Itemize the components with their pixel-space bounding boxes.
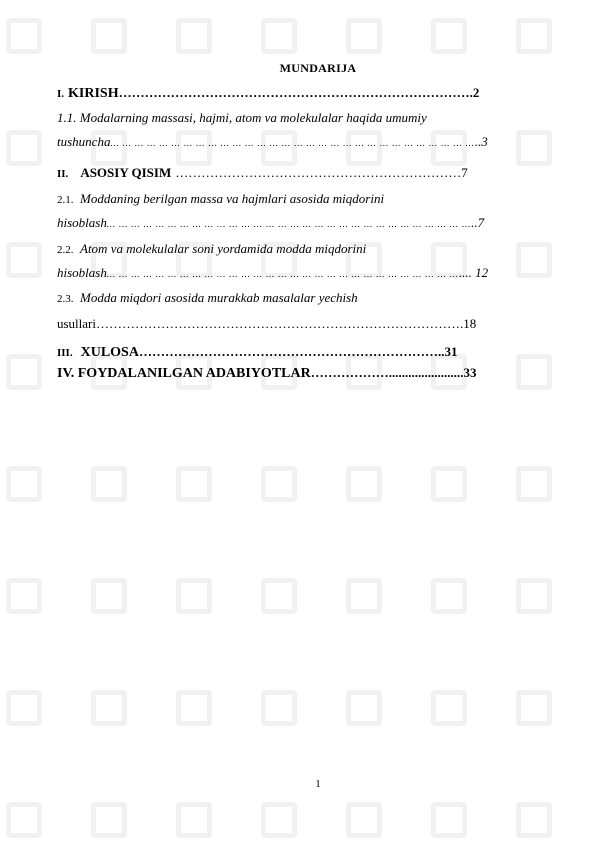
- toc-number: II.: [57, 168, 69, 180]
- toc-entry-2-1[interactable]: [57, 191, 384, 207]
- toc-number: 2.3.: [57, 293, 74, 305]
- toc-entry-2-3-cont[interactable]: [57, 316, 476, 332]
- toc-label: tushuncha: [57, 134, 111, 149]
- toc-entry-intro[interactable]: [57, 84, 479, 102]
- toc-page: ..7: [471, 215, 485, 230]
- toc-label: IV. FOYDALANILGAN ADABIYOTLAR: [57, 366, 311, 381]
- toc-leader: …………………………………………………………: [175, 165, 462, 180]
- toc-entry-2-1-cont[interactable]: [57, 215, 484, 231]
- toc-label: XULOSA: [80, 345, 139, 360]
- toc-entry-main[interactable]: [57, 164, 468, 182]
- toc-leader: ……………….......................: [310, 365, 464, 380]
- toc-entry-2-3[interactable]: [57, 290, 358, 306]
- toc-number: 2.2.: [57, 244, 74, 256]
- toc-leader: … … … … … … … … … … … … … … … … … … … … … … … … … … … … …: [106, 269, 459, 279]
- toc-number: 2.1.: [57, 194, 74, 206]
- toc-page: ..3: [474, 134, 488, 149]
- toc-leader: ………………………………………………………………………: [118, 85, 470, 100]
- toc-page: 18: [463, 316, 477, 331]
- toc-leader: ………………………………………………………………………….: [96, 316, 464, 331]
- toc-page: .2: [469, 85, 480, 100]
- toc-number: III.: [57, 347, 73, 359]
- toc-leader: … … … … … … … … … … … … … … … … … … … … … … … … … … … … … …: [110, 138, 475, 148]
- toc-page: .... 12: [458, 265, 489, 280]
- toc-entry-references[interactable]: [57, 364, 476, 382]
- toc-label: Moddaning berilgan massa va hajmlari asosida miqdorini: [80, 191, 385, 206]
- toc-number: 1.1.: [57, 110, 77, 125]
- toc-label: Modalarning massasi, hajmi, atom va molekulalar haqida umumiy: [79, 110, 427, 125]
- toc-label: usullari: [57, 316, 96, 331]
- toc-page: .31: [441, 344, 458, 359]
- toc-label: ASOSIY QISIM: [80, 165, 172, 180]
- page-number: 1: [315, 778, 321, 790]
- page-title: MUNDARIJA: [279, 61, 357, 75]
- toc-page: 33: [463, 365, 477, 380]
- toc-number: I.: [57, 88, 65, 100]
- toc-entry-1-1-cont[interactable]: [57, 134, 488, 150]
- toc-entry-conclusion[interactable]: [57, 343, 457, 361]
- toc-entry-2-2[interactable]: [57, 241, 366, 257]
- toc-leader: …………………………………………………………….: [138, 344, 442, 359]
- toc-label: Modda miqdori asosida murakkab masalalar yechish: [80, 290, 358, 305]
- toc-leader: … … … … … … … … … … … … … … … … … … … … … … … … … … … … … …: [106, 219, 472, 229]
- toc-label: Atom va molekulalar soni yordamida modda miqdorini: [80, 241, 367, 256]
- toc-entry-1-1[interactable]: [57, 110, 427, 126]
- toc-label: KIRISH: [68, 86, 119, 101]
- toc-page: 7: [461, 165, 468, 180]
- toc-label: hisoblash: [57, 265, 107, 280]
- toc-label: hisoblash: [57, 215, 107, 230]
- toc-entry-2-2-cont[interactable]: [57, 265, 488, 281]
